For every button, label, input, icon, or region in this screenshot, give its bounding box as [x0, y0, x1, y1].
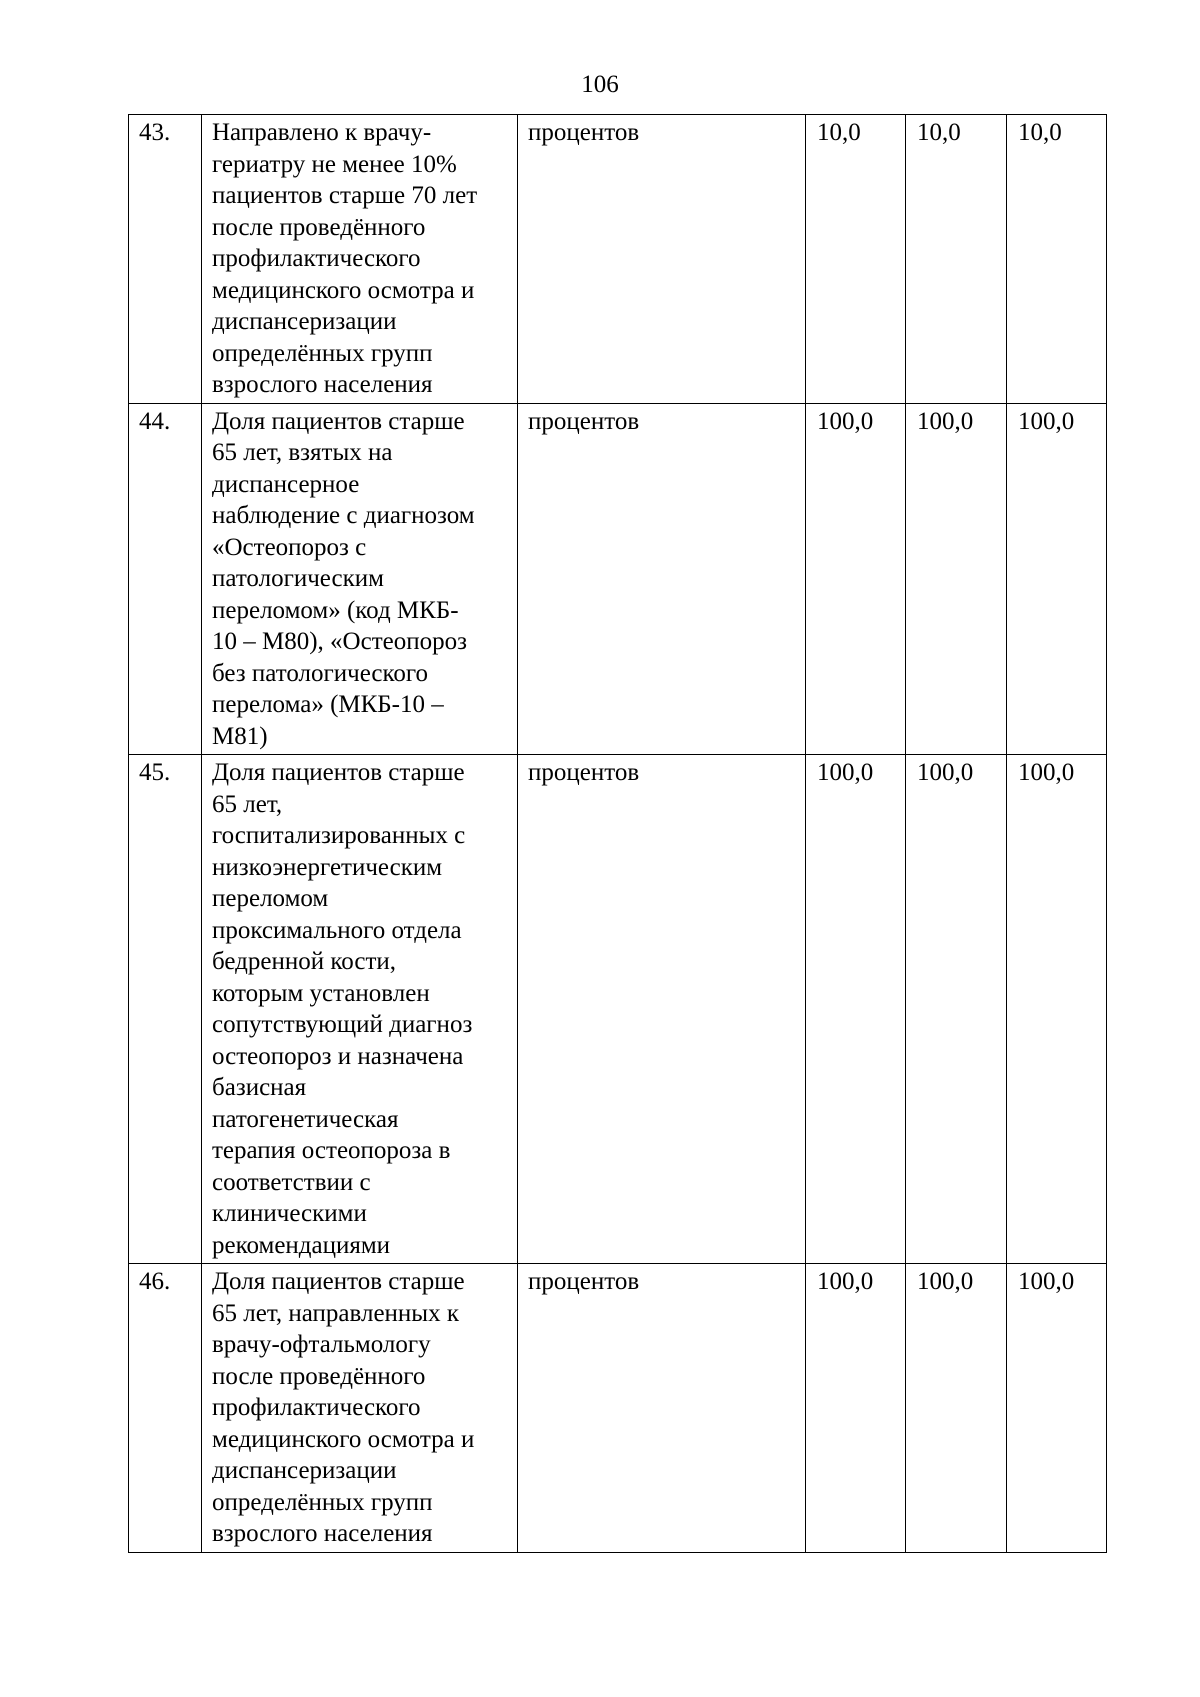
indicator-name-line: сопутствующий диагноз: [212, 1011, 473, 1038]
indicator-name-line: медицинского осмотра и: [212, 276, 475, 304]
indicator-name-line: госпитализированных с: [212, 822, 466, 849]
indicator-name-line: Направлено к врачу-: [212, 119, 432, 146]
indicator-name: [202, 755, 518, 1264]
indicator-name-line: пациентов старше 70 лет: [212, 182, 478, 209]
unit-cell: процентов: [518, 1264, 806, 1553]
indicator-name-line: медицинского осмотра и: [212, 1425, 475, 1453]
table-row: [129, 115, 1107, 404]
indicator-name-line: соответствии с: [212, 1168, 371, 1196]
indicator-name-line: диспансерное: [212, 470, 360, 498]
indicator-name-line: взрослого населения: [212, 1520, 433, 1547]
table-row: [129, 755, 1107, 1264]
value-cell: 100,0: [1007, 1264, 1107, 1553]
indicator-name-line: определённых групп: [212, 1488, 433, 1516]
row-number: 45.: [129, 755, 202, 1264]
indicator-name-line: 10 – M80), «Остеопороз: [212, 628, 467, 655]
indicator-name-line: проксимального отдела: [212, 916, 462, 944]
indicator-name-line: диспансеризации: [212, 1457, 397, 1484]
indicator-name-line: перелома» (МКБ-10 –: [212, 691, 444, 718]
indicator-name-line: диспансеризации: [212, 308, 397, 335]
value-cell: 100,0: [906, 1264, 1007, 1553]
value-cell: 10,0: [906, 115, 1007, 404]
unit-cell: процентов: [518, 755, 806, 1264]
value-cell: 100,0: [1007, 755, 1107, 1264]
unit-cell: процентов: [518, 115, 806, 404]
value-cell: 100,0: [806, 755, 906, 1264]
indicator-name-line: Доля пациентов старше: [212, 407, 465, 435]
indicator-name-line: которым установлен: [212, 979, 430, 1007]
indicator-name-line: врачу-офтальмологу: [212, 1331, 431, 1358]
value-cell: 10,0: [1007, 115, 1107, 404]
indicator-name-line: Доля пациентов старше: [212, 759, 465, 786]
indicator-name-line: после проведённого: [212, 1362, 426, 1390]
indicator-name-line: базисная: [212, 1074, 307, 1101]
indicator-name: [202, 403, 518, 755]
value-cell: 100,0: [906, 755, 1007, 1264]
indicator-name-line: взрослого населения: [212, 371, 433, 398]
indicator-name-line: «Остеопороз с: [212, 533, 367, 561]
value-cell: 10,0: [806, 115, 906, 404]
indicator-name-line: рекомендациями: [212, 1231, 391, 1259]
indicator-name-line: бедренной кости,: [212, 948, 397, 975]
page-number: 106: [581, 71, 619, 98]
row-number: 44.: [129, 403, 202, 755]
indicator-name-line: гериатру не менее 10%: [212, 150, 457, 178]
indicator-name-line: профилактического: [212, 245, 421, 272]
indicator-name-line: 65 лет,: [212, 790, 283, 818]
row-number: 46.: [129, 1264, 202, 1553]
indicator-name-line: терапия остеопороза в: [212, 1137, 451, 1164]
unit-cell: процентов: [518, 403, 806, 755]
indicator-name-line: определённых групп: [212, 339, 433, 367]
indicator-name-line: профилактического: [212, 1394, 421, 1421]
indicator-name-line: патологическим: [212, 565, 384, 592]
value-cell: 100,0: [906, 403, 1007, 755]
indicator-name-line: переломом: [212, 885, 329, 912]
indicator-name-line: низкоэнергетическим: [212, 853, 443, 881]
table-body: [129, 115, 1107, 1553]
indicator-name-line: остеопороз и назначена: [212, 1042, 464, 1070]
row-number: 43.: [129, 115, 202, 404]
indicator-table: [128, 114, 1107, 1553]
indicator-name-line: наблюдение с диагнозом: [212, 502, 475, 529]
indicator-name-line: Доля пациентов старше: [212, 1268, 465, 1295]
indicator-name-line: клиническими: [212, 1200, 367, 1227]
value-cell: 100,0: [806, 1264, 906, 1553]
indicator-name-line: патогенетическая: [212, 1105, 399, 1133]
indicator-name-line: без патологического: [212, 659, 429, 687]
indicator-name-line: переломом» (код МКБ-: [212, 596, 459, 624]
indicator-name-line: 65 лет, направленных к: [212, 1299, 459, 1327]
indicator-name-line: 65 лет, взятых на: [212, 439, 393, 466]
indicator-name-line: M81): [212, 722, 268, 750]
indicator-name-line: после проведённого: [212, 213, 426, 241]
value-cell: 100,0: [1007, 403, 1107, 755]
table-row: [129, 1264, 1107, 1553]
table-row: [129, 403, 1107, 755]
value-cell: 100,0: [806, 403, 906, 755]
indicator-name: [202, 1264, 518, 1553]
indicator-name: [202, 115, 518, 404]
